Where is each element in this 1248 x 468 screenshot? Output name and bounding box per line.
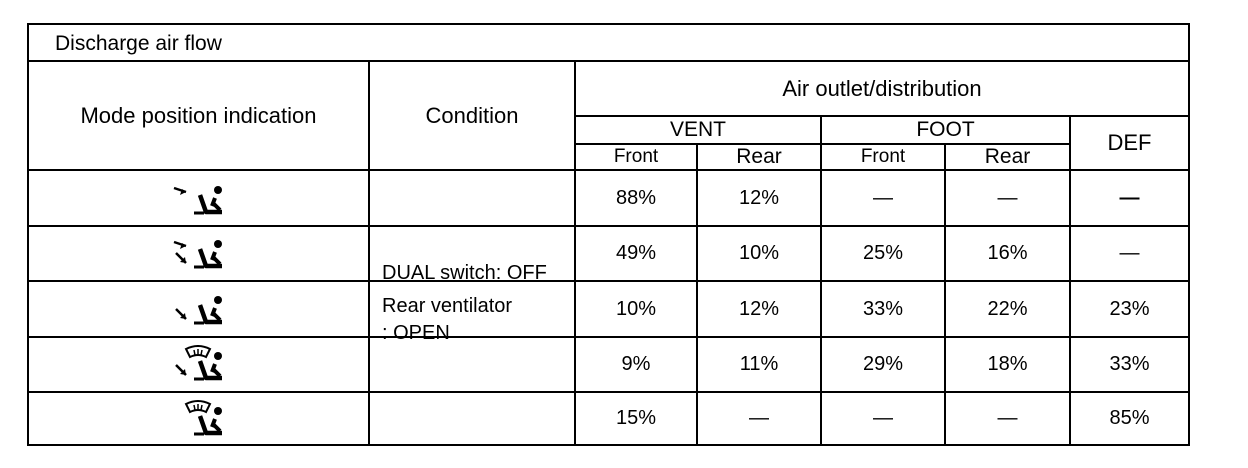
foot-front-value: 25% — [862, 242, 904, 264]
foot-rear-value: — — [997, 186, 1018, 209]
def-value: — — [1119, 186, 1140, 209]
defrost-mode-icon — [168, 398, 228, 438]
condition-line: : OPEN — [382, 322, 450, 344]
foot-front-value: 29% — [862, 353, 904, 375]
foot-rear-value: — — [997, 407, 1018, 429]
foot-front-value: — — [873, 186, 893, 209]
vent-rear-value: 11% — [739, 353, 779, 375]
foot-mode-icon — [168, 293, 228, 327]
foot-header: FOOT — [916, 118, 975, 141]
condition-text — [382, 260, 547, 347]
def-value: 85% — [1109, 407, 1150, 429]
condition-header: Condition — [425, 102, 519, 128]
vent-rear-value: 10% — [738, 242, 780, 264]
condition-line: DUAL switch: OFF — [382, 262, 547, 284]
foot-defrost-mode-icon — [168, 345, 228, 383]
vent-mode-icon — [168, 183, 228, 217]
vent-front-value: 10% — [615, 297, 657, 320]
vent-front-value: 15% — [615, 407, 657, 429]
def-header: DEF — [1107, 130, 1152, 155]
foot-rear-value: 18% — [987, 353, 1028, 375]
vent-header: VENT — [669, 118, 726, 141]
vent-front-value: 88% — [615, 186, 657, 209]
table-title: Discharge air flow — [55, 31, 222, 55]
discharge-air-flow-table — [27, 23, 1190, 446]
vent-front-header: Front — [613, 146, 659, 167]
foot-front-value: — — [873, 407, 893, 429]
bi-level-mode-icon — [168, 237, 228, 271]
foot-rear-value: 22% — [987, 297, 1028, 320]
foot-rear-header: Rear — [984, 145, 1031, 168]
border-top — [27, 23, 1190, 25]
condition-line: Rear ventilator — [382, 295, 513, 317]
border-bottom — [27, 444, 1190, 446]
vent-rear-header: Rear — [736, 145, 782, 168]
border-right — [1188, 23, 1190, 446]
def-value: 33% — [1109, 353, 1150, 375]
foot-rear-value: 16% — [987, 242, 1028, 264]
vent-front-value: 9% — [621, 353, 651, 375]
vent-rear-value: 12% — [738, 297, 780, 320]
mode-header: Mode position indication — [80, 102, 317, 128]
foot-front-value: 33% — [862, 297, 904, 320]
outlet-header: Air outlet/distribution — [782, 75, 982, 101]
vent-rear-value: 12% — [738, 186, 780, 209]
foot-front-header: Front — [860, 146, 906, 167]
def-value: — — [1119, 242, 1140, 264]
def-value: 23% — [1109, 297, 1150, 320]
vent-rear-value: — — [749, 407, 769, 429]
vent-front-value: 49% — [615, 242, 657, 264]
